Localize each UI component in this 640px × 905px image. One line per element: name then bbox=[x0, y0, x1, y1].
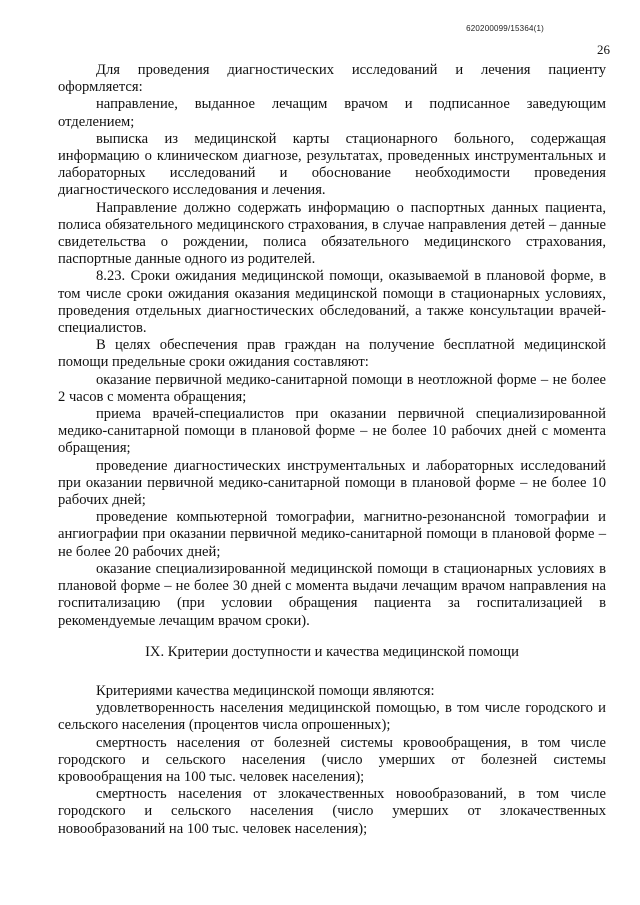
paragraph: Направление должно содержать информацию о паспортных данных пациента, полиса обязательного медицинского страхования, в случае направления детей – данные свидетельства о рождении, полиса обязательного медицинского страхования, паспортные данные одного из родителей. bbox=[58, 199, 606, 268]
paragraph: В целях обеспечения прав граждан на получение бесплатной медицинской помощи предельные сроки ожидания составляют: bbox=[58, 337, 606, 371]
paragraph: Критериями качества медицинской помощи являются: bbox=[96, 682, 435, 699]
paragraph: оказание первичной медико-санитарной помощи в неотложной форме – не более 2 часов с момента обращения; bbox=[58, 371, 606, 405]
document-id: 620200099/15364(1) bbox=[466, 24, 544, 33]
section-title: IX. Критерии доступности и качества медицинской помощи bbox=[145, 643, 519, 660]
paragraph: направление, выданное лечащим врачом и подписанное заведующим отделением; bbox=[58, 96, 606, 130]
page-number: 26 bbox=[597, 42, 610, 57]
paragraph: 8.23. Сроки ожидания медицинской помощи, оказываемой в плановой форме, в том числе сроки ожидания оказания медицинской помощи в стационарных условиях, проведения отдельных диагностических обследований, а также консультации врачей-специалистов. bbox=[58, 268, 606, 337]
paragraph: проведение компьютерной томографии, магнитно-резонансной томографии и ангиографии при оказании первичной медико-санитарной помощи в плановой форме – не более 20 рабочих дней; bbox=[58, 509, 606, 560]
document-body bbox=[58, 62, 606, 838]
paragraph: приема врачей-специалистов при оказании первичной специализированной медико-санитарной помощи в плановой форме – не более 10 рабочих дней с момента обращения; bbox=[58, 406, 606, 457]
paragraph: проведение диагностических инструментальных и лабораторных исследований при оказании первичной медико-санитарной помощи в плановой форме – не более 10 рабочих дней; bbox=[58, 457, 606, 509]
paragraph: смертность населения от болезней системы кровообращения, в том числе городского и сельского населения (число умерших от болезней системы кровообращения на 100 тыс. человек населения); bbox=[58, 734, 606, 785]
paragraph: оказание специализированной медицинской помощи в стационарных условиях в плановой форме – не более 30 дней с момента выдачи лечащим врачом направления на госпитализацию (при условии обращения пациента за госпитализацией в рекомендуемые лечащим врачом сроки). bbox=[58, 560, 606, 629]
paragraph: удовлетворенность населения медицинской помощью, в том числе городского и сельского населения (процентов числа опрошенных); bbox=[58, 700, 606, 734]
paragraph: смертность населения от злокачественных новообразований, в том числе городского и сельского населения (число умерших от злокачественных новообразований на 100 тыс. человек населения); bbox=[58, 786, 606, 837]
paragraph: Для проведения диагностических исследований и лечения пациенту оформляется: bbox=[58, 62, 606, 96]
paragraph: выписка из медицинской карты стационарного больного, содержащая информацию о клиническом диагнозе, результатах, проведенных инструментальных и лабораторных исследований и обоснование необходимости проведения диагностического исследования и лечения. bbox=[58, 130, 606, 199]
